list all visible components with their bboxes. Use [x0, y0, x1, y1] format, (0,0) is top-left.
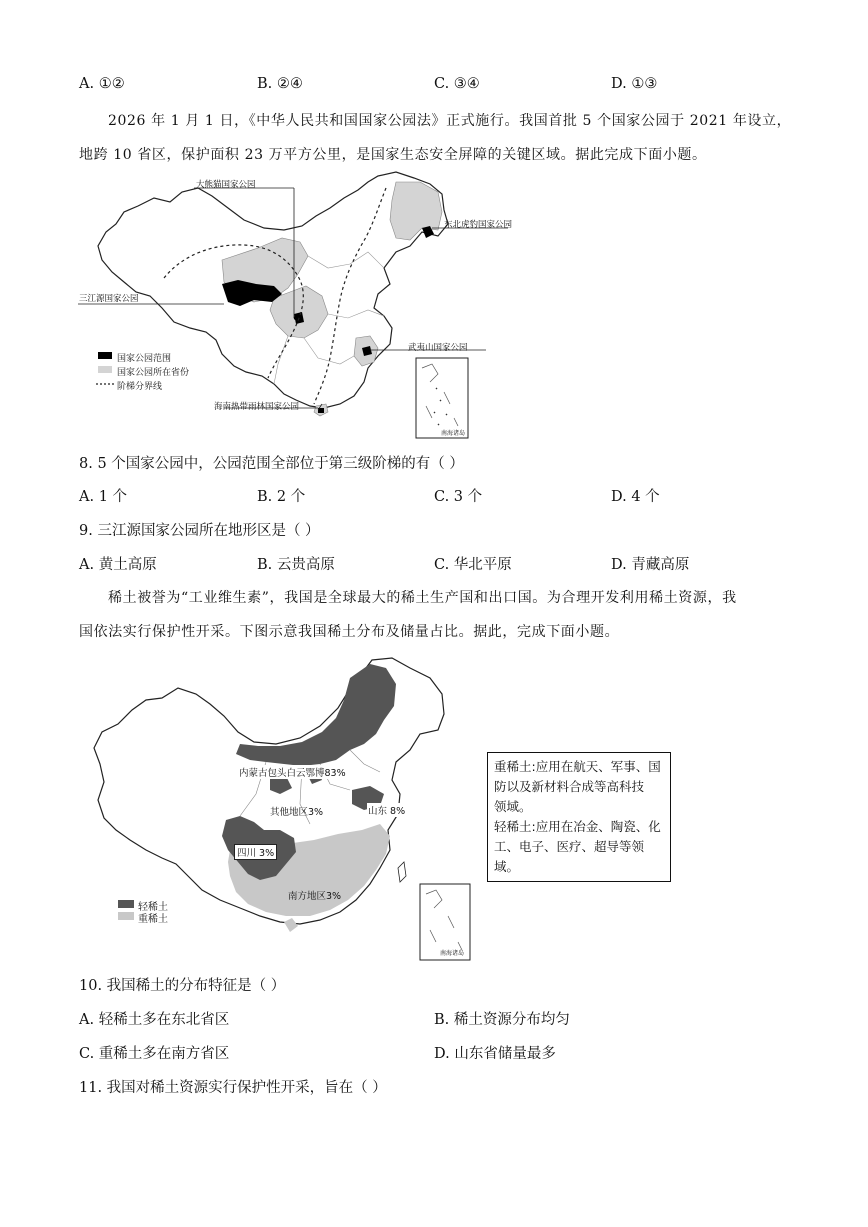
q7-option-d: D. ①③: [611, 76, 658, 92]
legend-heavy-label: 重稀土: [138, 914, 168, 925]
label-inner-mongolia: 内蒙古包头白云鄂博83%: [238, 765, 347, 779]
q8-option-a: A. 1 个: [79, 489, 128, 505]
q8-option-d: D. 4 个: [611, 489, 660, 505]
q9-option-a: A. 黄土高原: [79, 557, 157, 573]
passage1-line1: 2026 年 1 月 1 日，《中华人民共和国国家公园法》正式施行。我国首批 5 个国家公园于 2021 年设立，: [108, 113, 792, 129]
label-tiger-park: 东北虎豹国家公园: [444, 220, 513, 230]
legend-heavy-swatch: [118, 912, 134, 920]
q10-option-a: A. 轻稀土多在东北省区: [79, 1012, 230, 1028]
q9-option-c: C. 华北平原: [434, 557, 512, 573]
label-wuyishan-park: 武夷山国家公园: [408, 343, 468, 353]
q10-stem: 10. 我国稀土的分布特征是（ ）: [79, 978, 286, 994]
label-inset-1: 南海诸岛: [441, 430, 466, 437]
q9-stem: 9. 三江源国家公园所在地形区是（ ）: [79, 523, 320, 539]
heavy-re-line3: 领域。: [494, 799, 532, 814]
legend-light-swatch: [118, 900, 134, 908]
legend-light-label: 轻稀土: [138, 902, 168, 913]
legend-province-label: 国家公园所在省份: [117, 368, 190, 378]
q7-option-b: B. ②④: [257, 76, 303, 92]
q9-option-d: D. 青藏高原: [611, 557, 690, 573]
q10-option-c: C. 重稀土多在南方省区: [79, 1046, 230, 1062]
q11-stem: 11. 我国对稀土资源实行保护性开采，旨在（ ）: [79, 1080, 387, 1096]
q8-option-b: B. 2 个: [257, 489, 306, 505]
heavy-re-line1: 重稀土:应用在航天、军事、国: [494, 759, 661, 774]
passage2-line1: 稀土被誉为“工业维生素”，我国是全球最大的稀土生产国和出口国。为合理开发利用稀土资源，我: [108, 590, 737, 606]
south-china-sea-inset: [416, 358, 468, 438]
heavy-re-line2: 防以及新材料合成等高科技: [494, 779, 645, 794]
light-re-line2: 工、电子、医疗、超导等领域。: [494, 839, 645, 874]
label-panda-park: 大熊猫国家公园: [196, 180, 256, 190]
passage2-line2: 国依法实行保护性开采。下图示意我国稀土分布及储量占比。据此，完成下面小题。: [79, 624, 620, 640]
q7-option-c: C. ③④: [434, 76, 480, 92]
label-shandong: 山东 8%: [367, 803, 406, 817]
light-re-line1: 轻稀土:应用在冶金、陶瓷、化: [494, 819, 661, 834]
label-inset-2: 南海诸岛: [440, 950, 465, 957]
label-south-region: 南方地区3%: [288, 891, 342, 902]
q7-option-a: A. ①②: [79, 76, 125, 92]
label-hainan-park: 海南热带雨林国家公园: [214, 402, 300, 412]
q9-option-b: B. 云贵高原: [257, 557, 335, 573]
legend-park-label: 国家公园范围: [117, 354, 172, 364]
q8-stem: 8. 5 个国家公园中，公园范围全部位于第三级阶梯的有（ ）: [79, 456, 464, 472]
legend-boundary-label: 阶梯分界线: [117, 382, 163, 392]
q8-option-c: C. 3 个: [434, 489, 483, 505]
rare-earth-uses-box: [487, 752, 671, 882]
legend-park-swatch: [98, 352, 112, 359]
q10-option-b: B. 稀土资源分布均匀: [434, 1012, 570, 1028]
label-sichuan: 四川 3%: [234, 844, 277, 860]
label-sanjiangyuan-park: 三江源国家公园: [79, 294, 139, 304]
passage1-line2: 地跨 10 省区，保护面积 23 万平方公里，是国家生态安全屏障的关键区域。据此完成下面小题。: [79, 147, 707, 163]
label-other-regions: 其他地区3%: [270, 807, 324, 818]
legend-province-swatch: [98, 366, 112, 373]
q10-option-d: D. 山东省储量最多: [434, 1046, 556, 1062]
